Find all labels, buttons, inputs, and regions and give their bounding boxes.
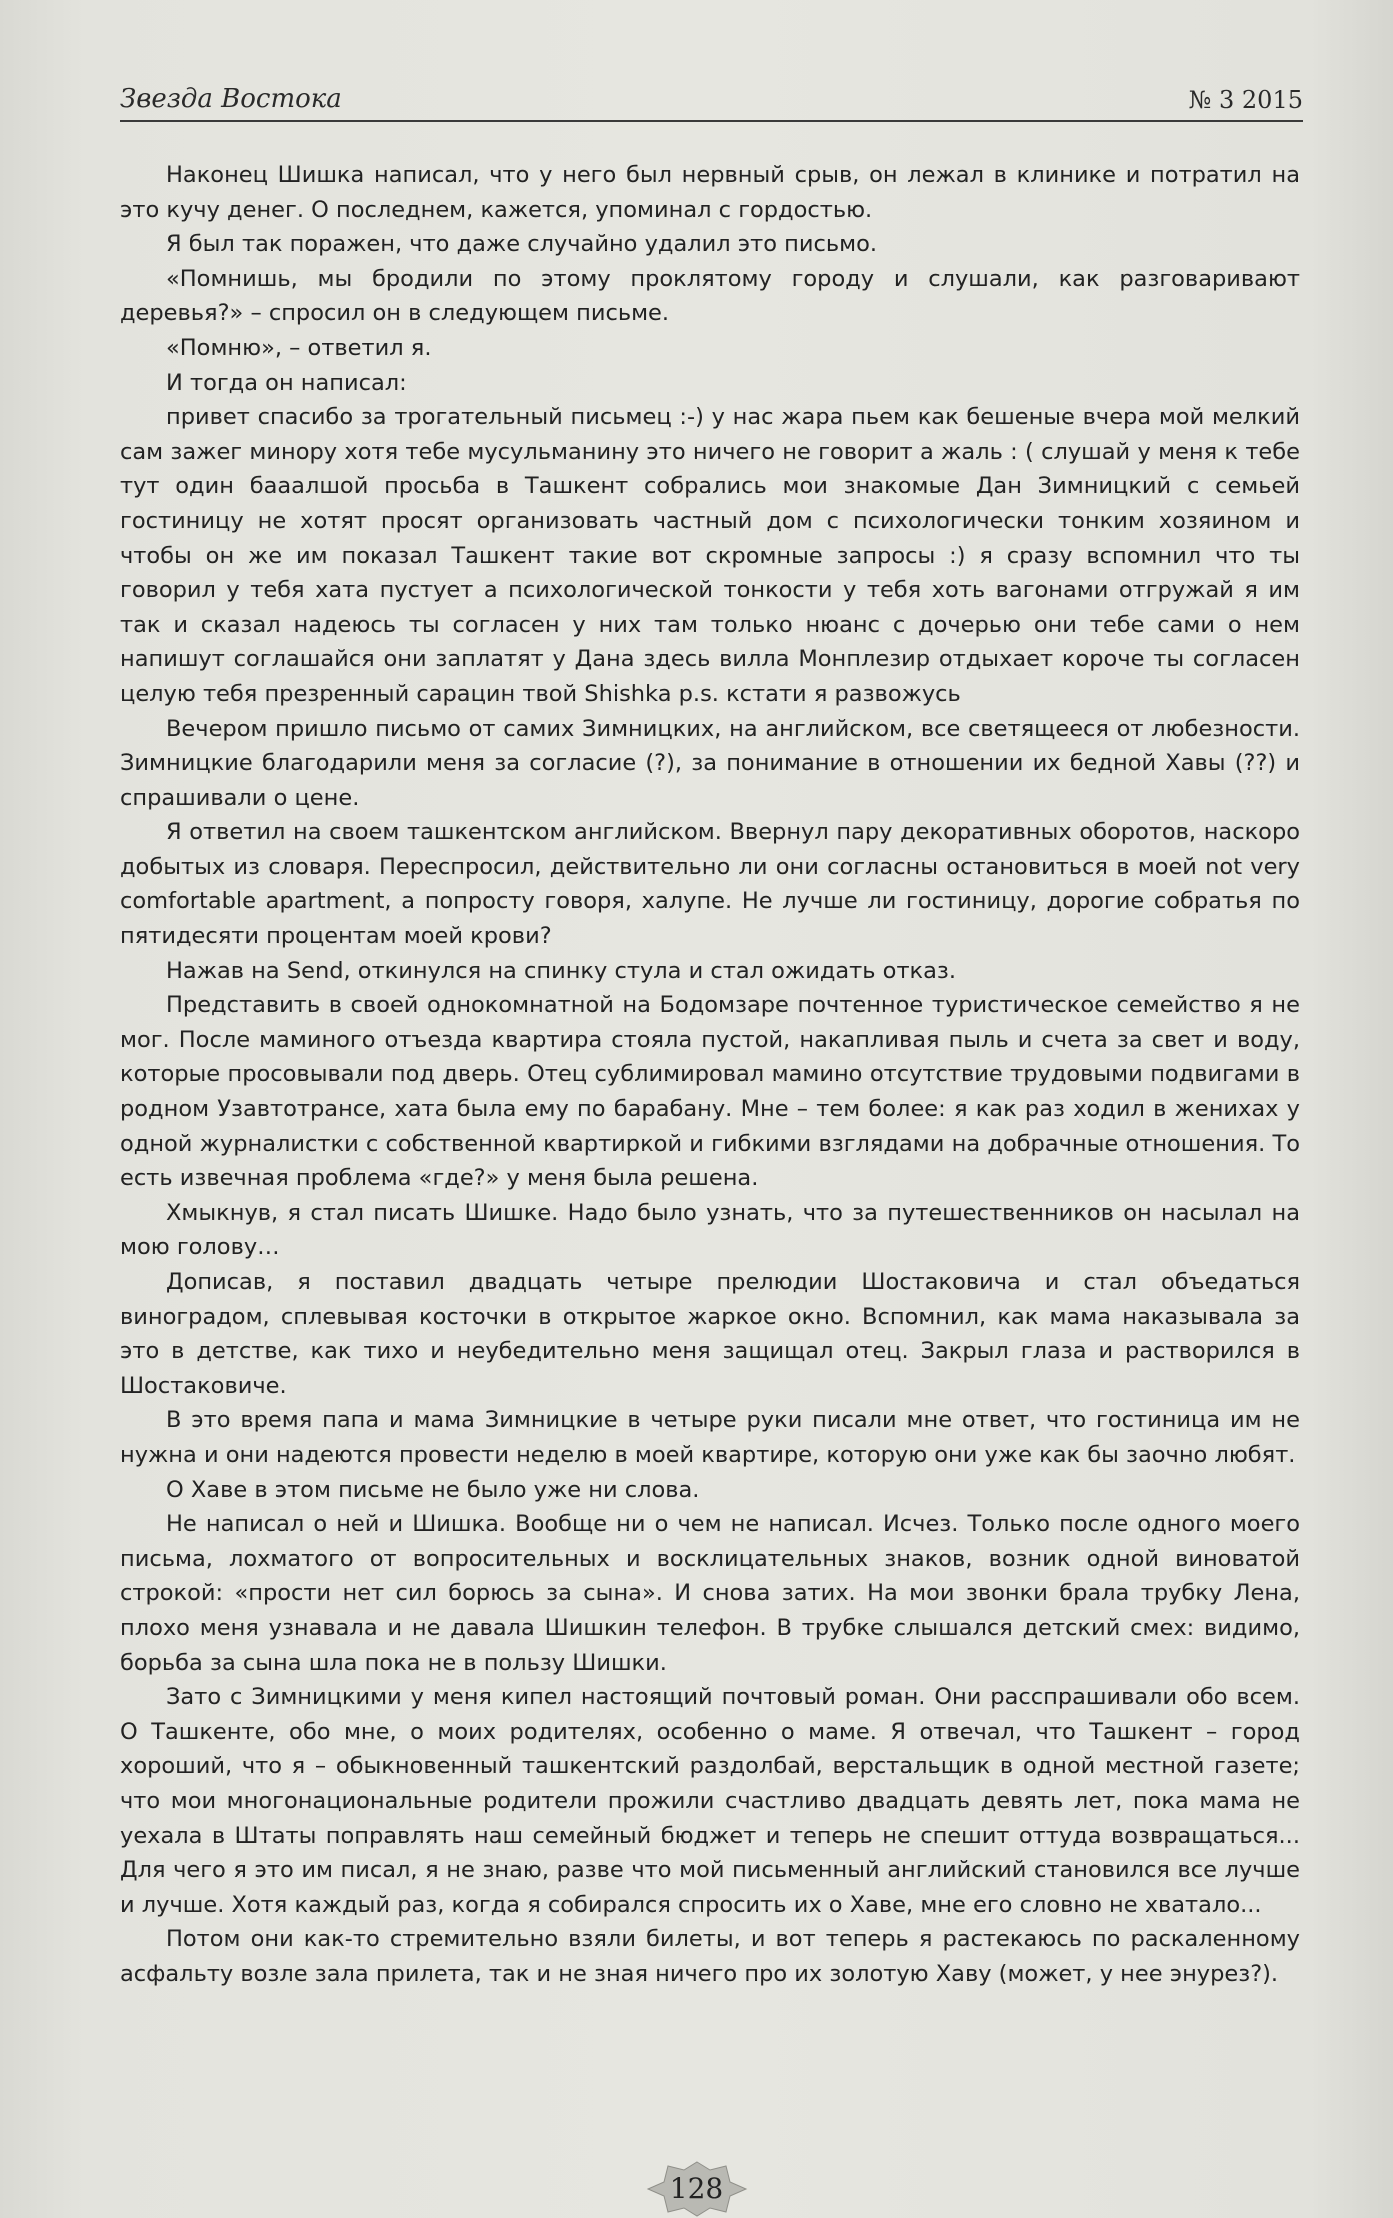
paragraph: И тогда он написал: (166, 369, 407, 396)
journal-title: Звезда Востока (120, 84, 342, 114)
paragraph: В это время папа и мама Зимницкие в четыре руки писали мне ответ, что гостиница им не нужна и они надеются провести неделю в моей квартире, которую они уже как бы заочно любят. (120, 1407, 1300, 1468)
paragraph: Потом они как-то стремительно взяли билеты, и вот теперь я растекаюсь по раскаленному асфальту возле зала прилета, так и не зная ничего про их золотую Хаву (может, у нее энурез?). (120, 1926, 1300, 1987)
paragraph: О Хаве в этом письме не было уже ни слова. (166, 1476, 700, 1503)
page-number-badge (642, 2160, 752, 2218)
paragraph: Дописав, я поставил двадцать четыре прелюдии Шостаковича и стал объедаться виноградом, сплевывая косточки в открытое жаркое окно. Вспомнил, как мама наказывала за это в детстве, как тихо и неубедительно меня защищал отец. Закрыл глаза и растворился в Шостаковиче. (120, 1269, 1300, 1399)
paragraph: Наконец Шишка написал, что у него был нервный срыв, он лежал в клинике и потратил на это кучу денег. О последнем, кажется, упоминал с гордостью. (120, 162, 1300, 223)
paragraph: Нажав на Send, откинулся на спинку стула и стал ожидать отказ. (166, 957, 957, 984)
paragraph: Я ответил на своем ташкентском английском. Ввернул пару декоративных оборотов, наскоро добытых из словаря. Переспросил, действительно ли они согласны остановиться в моей not very comfortable apartment, а попросту говоря, халупе. Не лучше ли гостиницу, дорогие собратья по пятидесяти процентам моей крови? (120, 819, 1300, 950)
paragraph: Я был так поражен, что даже случайно удалил это письмо. (166, 231, 878, 258)
paragraph: Вечером пришло письмо от самих Зимницких, на английском, все светящееся от любезности. Зимницкие благодарили меня за согласие (?), за понимание в отношении их бедной Хавы (??) и спрашивали о цене. (120, 715, 1300, 811)
paragraph: Зато с Зимницкими у меня кипел настоящий почтовый роман. Они расспрашивали обо всем. О Ташкенте, обо мне, о моих родителях, особенно о маме. Я отвечал, что Ташкент – город хороший, что я – обыкновенный ташкентский раздолбай, верстальщик в одной местной газете; что мои многонациональные родители прожили счастливо двадцать девять лет, пока мама не уехала в Штаты поправлять наш семейный бюджет и теперь не спешит оттуда возвращаться... Для чего я это им писал, я не знаю, разве что мой письменный английский становился все лучше и лучше. Хотя каждый раз, когда я собирался спросить их о Хаве, мне его словно не хватало... (120, 1684, 1300, 1918)
paragraph: Хмыкнув, я стал писать Шишке. Надо было узнать, что за путешественников он насылал на мою голову… (120, 1199, 1300, 1261)
paragraph: Представить в своей однокомнатной на Бодомзаре почтенное туристическое семейство я не мог. После маминого отъезда квартира стояла пустой, накапливая пыль и счета за свет и воду, которые просовывали под дверь. Отец сублимировал мамино отсутствие трудовыми подвигами в родном Узавтотрансе, хата была ему по барабану. Мне – тем более: я как раз ходил в женихах у одной журналистки с собственной квартиркой и гибкими взглядами на добрачные отношения. То есть извечная проблема «где?» у меня была решена. (120, 992, 1300, 1192)
page-number: 128 (669, 2172, 724, 2205)
paragraph: «Помнишь, мы бродили по этому проклятому городу и слушали, как разговаривают деревья?» – спросил он в следующем письме. (120, 265, 1300, 327)
running-header (120, 80, 1303, 122)
paragraph: привет спасибо за трогательный письмец :-) у нас жара пьем как бешеные вчера мой мелкий сам зажег минору хотя тебе мусульманину это ничего не говорит а жаль : ( слушай у меня к тебе тут один бааалшой просьба в Ташкент собрались мои знакомые Дан Зимницкий с семьей гостиницу не хотят просят организовать частный дом с психологически тонким хозяином и чтобы он же им показал Ташкент такие вот скромные запросы :) я сразу вспомнил что ты говорил у тебя хата пустует а психологической тонкости у тебя хоть вагонами отгружай я им так и сказал надеюсь ты согласен у них там только нюанс с дочерью они тебе сами о нем напишут соглашайся они заплатят у Дана здесь вилла Монплезир отдыхает короче ты согласен целую тебя презренный сарацин твой Shishka p.s. кстати я развожусь (120, 404, 1300, 707)
body-text (120, 158, 1300, 1991)
paragraph: Не написал о ней и Шишка. Вообще ни о чем не написал. Исчез. Только после одного моего письма, лохматого от вопросительных и восклицательных знаков, возник одной виноватой строкой: «прости нет сил борюсь за сына». И снова затих. На мои звонки брала трубку Лена, плохо меня узнавала и не давала Шишкин телефон. В трубке слышался детский смех: видимо, борьба за сына шла пока не в пользу Шишки. (120, 1511, 1300, 1676)
issue-number: № 3 2015 (1188, 86, 1303, 114)
paragraph: «Помню», – ответил я. (166, 334, 432, 361)
